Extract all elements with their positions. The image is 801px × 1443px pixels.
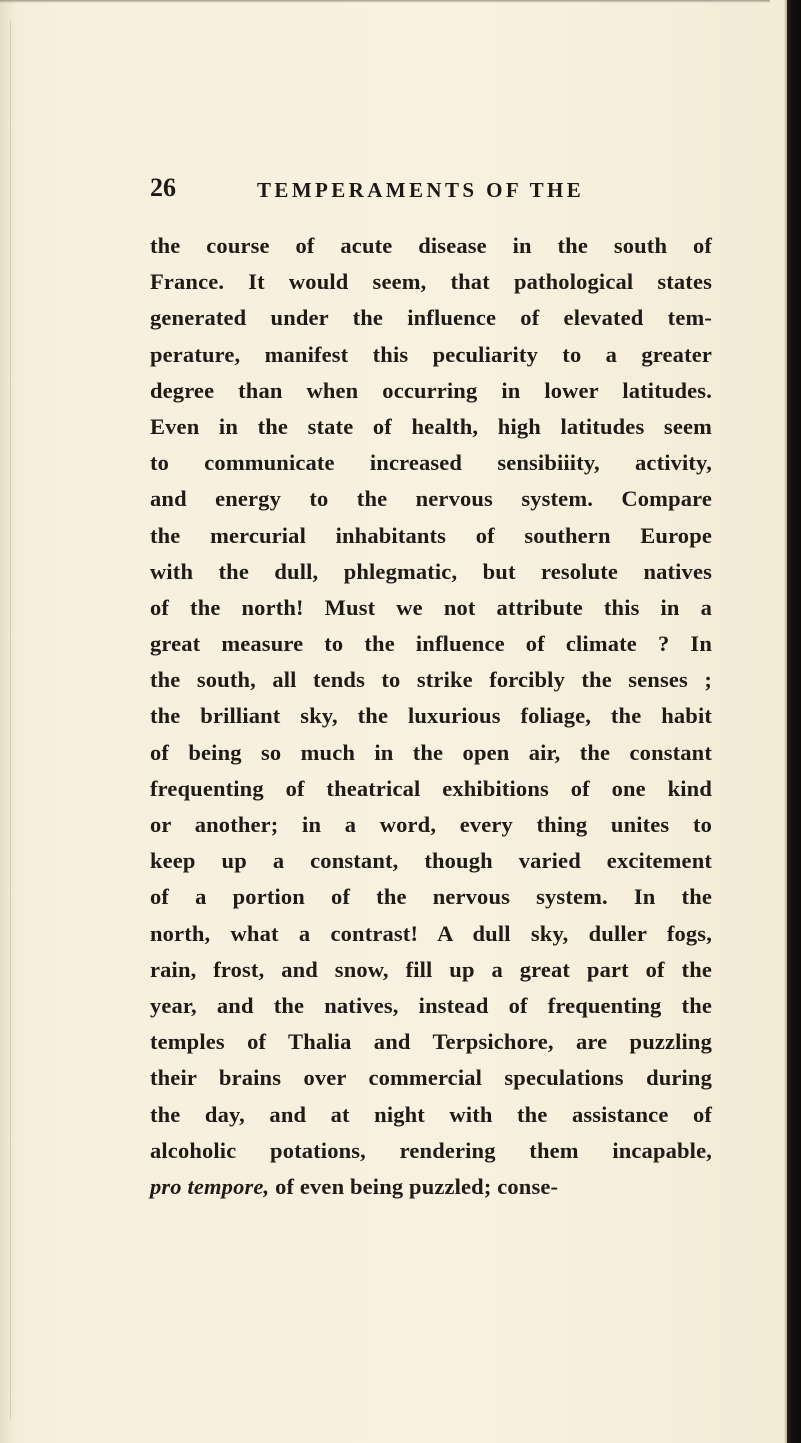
- text-line: of a portion of the nervous system. In the: [150, 884, 712, 910]
- running-head: [150, 173, 710, 209]
- text-line: of being so much in the open air, the constant: [150, 739, 712, 765]
- text-line: temples of Thalia and Terpsichore, are puzzling: [150, 1029, 712, 1055]
- text-line: year, and the natives, instead of frequenting the: [150, 992, 712, 1018]
- text-line: to communicate increased sensibiiity, activity,: [150, 450, 712, 476]
- text-line: and energy to the nervous system. Compare: [150, 486, 712, 512]
- text-line: generated under the influence of elevated tem-: [150, 305, 712, 331]
- text-line: France. It would seem, that pathological states: [150, 269, 712, 295]
- text-line: degree than when occurring in lower latitudes.: [150, 377, 712, 403]
- page-number: 26: [150, 173, 176, 202]
- text-line: their brains over commercial speculations during: [150, 1065, 712, 1091]
- text-line: the course of acute disease in the south of: [150, 233, 712, 258]
- text-line: keep up a constant, though varied excitement: [150, 848, 712, 874]
- page-top-edge: [0, 0, 770, 3]
- text-line: great measure to the influence of climate ? In: [150, 631, 712, 657]
- text-line: the brilliant sky, the luxurious foliage, the habit: [150, 703, 712, 729]
- text-line: rain, frost, and snow, fill up a great part of the: [150, 956, 712, 982]
- text-line: alcoholic potations, rendering them incapable,: [150, 1137, 712, 1163]
- body-text: [150, 228, 712, 1205]
- page-right-edge: [787, 0, 801, 1443]
- text-line: frequenting of theatrical exhibitions of one kind: [150, 775, 712, 801]
- text-line-tail: of even being puzzled; conse-: [269, 1173, 559, 1199]
- text-line: the mercurial inhabitants of southern Europe: [150, 522, 712, 548]
- text-line: perature, manifest this peculiarity to a greater: [150, 341, 712, 367]
- text-line: the day, and at night with the assistance of: [150, 1101, 712, 1127]
- text-line: with the dull, phlegmatic, but resolute natives: [150, 558, 712, 584]
- text-line: of the north! Must we not attribute this in a: [150, 594, 712, 620]
- italic-phrase: pro tempore,: [150, 1173, 270, 1199]
- text-line: or another; in a word, every thing unites to: [150, 812, 712, 837]
- text-line: north, what a contrast! A dull sky, duller fogs,: [150, 920, 712, 946]
- running-title: TEMPERAMENTS OF THE: [257, 178, 585, 202]
- text-line: the south, all tends to strike forcibly the senses ;: [150, 667, 712, 693]
- page-edge-line: [10, 20, 11, 1420]
- page-gutter-shadow: [0, 0, 16, 1443]
- text-line-last: [150, 1169, 712, 1205]
- text-line: Even in the state of health, high latitudes seem: [150, 413, 712, 439]
